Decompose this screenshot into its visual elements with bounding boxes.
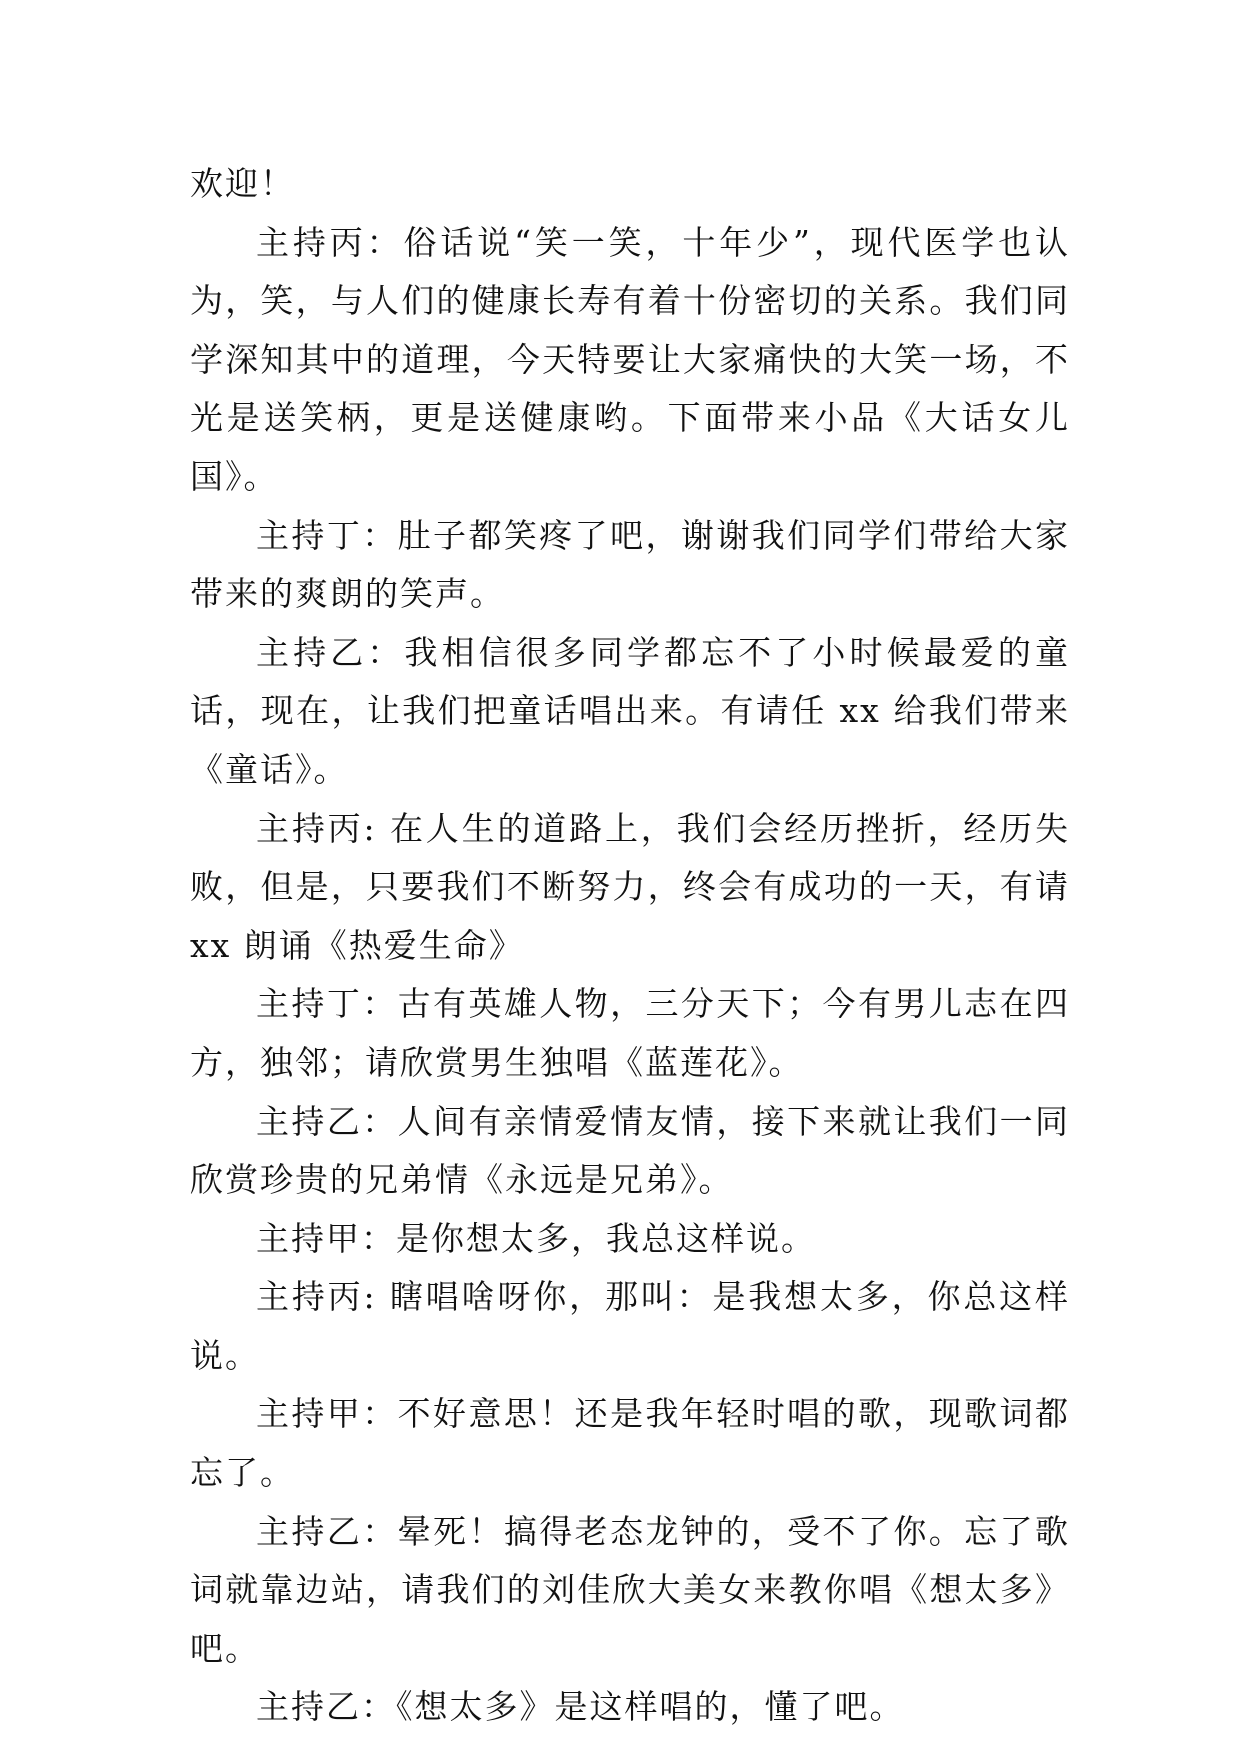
paragraph-host-ding-thanks: 主持丁：肚子都笑疼了吧，谢谢我们同学们带给大家带来的爽朗的笑声。	[190, 515, 1070, 614]
paragraph-host-yi-brothers: 主持乙：人间有亲情爱情友情，接下来就让我们一同欣赏珍贵的兄弟情《永远是兄弟》。	[190, 1101, 1070, 1200]
paragraph-host-bing-correction: 主持丙: 瞎唱啥呀你，那叫：是我想太多，你总这样说。	[190, 1277, 1070, 1375]
paragraph-host-jia-sorry: 主持甲：不好意思！还是我年轻时唱的歌，现歌词都忘了。	[190, 1394, 1070, 1493]
paragraph-host-ding-heroes: 主持丁：古有英雄人物，三分天下；今有男儿志在四方，独邻；请欣赏男生独唱《蓝莲花》。	[190, 984, 1070, 1082]
paragraph-welcome: 欢迎！	[190, 164, 295, 203]
paragraph-host-yi-sung-like-this: 主持乙：《想太多》是这样唱的，懂了吧。	[256, 1687, 905, 1727]
paragraph-host-yi-faint: 主持乙：晕死！搞得老态龙钟的，受不了你。忘了歌词就靠边站，请我们的刘佳欣大美女来教你唱《想太多》吧。	[190, 1511, 1070, 1668]
document-body	[190, 155, 1070, 1737]
paragraph-host-yi-fairytale: 主持乙：我相信很多同学都忘不了小时候最爱的童话，现在，让我们把童话唱出来。有请任 xx 给我们带来《童话》。	[190, 632, 1070, 789]
paragraph-host-jia-think-too-much: 主持甲：是你想太多，我总这样说。	[256, 1218, 816, 1258]
paragraph-host-bing-life: 主持丙: 在人生的道路上，我们会经历挫折，经历失败，但是，只要我们不断努力，终会有成功的一天，有请 xx 朗诵《热爱生命》	[190, 808, 1070, 965]
paragraph-host-bing-laughter: 主持丙：俗话说“笑一笑，十年少”，现代医学也认为，笑，与人们的健康长寿有着十份密切的关系。我们同学深知其中的道理，今天特要让大家痛快的大笑一场，不光是送笑柄，更是送健康哟。下面带来小品《大话女儿国》。	[190, 222, 1070, 496]
